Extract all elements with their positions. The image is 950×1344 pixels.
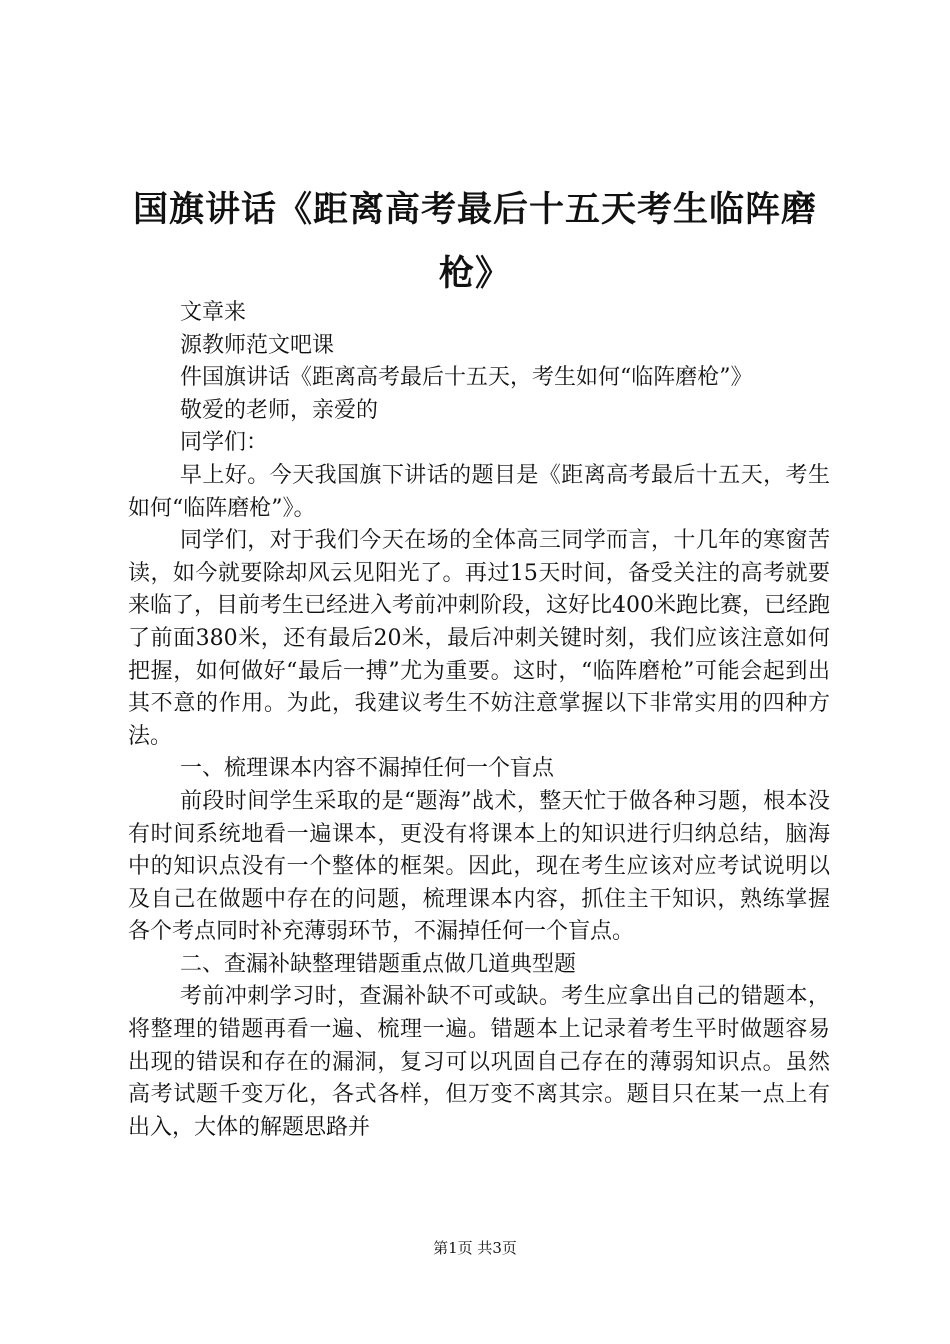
- section-heading-2: 二、查漏补缺整理错题重点做几道典型题: [180, 951, 577, 977]
- paragraph-section-1: 前段时间学生采取的是“题海”战术，整天忙于做各种习题，根本没有时间系统地看一遍课本，更没有将课本上的知识进行归纳总结，脑海中的知识点没有一个整体的框架。因此，现在考生应该对应考试说明以及自己在做题中存在的问题，梳理课本内容，抓住主干知识，熟练掌握各个考点同时补充薄弱环节，不漏掉任何一个盲点。: [128, 788, 830, 945]
- document-body: [128, 297, 830, 1144]
- section-heading-1: 一、梳理课本内容不漏掉任何一个盲点: [180, 756, 555, 782]
- paragraph-intro: 早上好。今天我国旗下讲话的题目是《距离高考最后十五天，考生如何“临阵磨枪”》。: [128, 462, 830, 521]
- paragraph-greeting-2: 同学们：: [180, 430, 269, 456]
- paragraph-courseware-title: 件国旗讲话《距离高考最后十五天，考生如何“临阵磨枪”》: [180, 365, 753, 391]
- page-footer: 第1页 共3页: [433, 1239, 517, 1257]
- document-title: 国旗讲话《距离高考最后十五天考生临阵磨枪》: [132, 190, 817, 294]
- paragraph-section-2: 考前冲刺学习时，查漏补缺不可或缺。考生应拿出自己的错题本，将整理的错题再看一遍、梳理一遍。错题本上记录着考生平时做题容易出现的错误和存在的漏洞，复习可以巩固自己存在的薄弱知识点。虽然高考试题千变万化，各式各样，但万变不离其宗。题目只在某一点上有出入，大体的解题思路并: [128, 984, 830, 1140]
- paragraph-greeting-1: 敬爱的老师，亲爱的: [180, 397, 379, 423]
- paragraph-source-2: 源教师范文吧课: [180, 332, 335, 358]
- paragraph-main: 同学们，对于我们今天在场的全体高三同学而言，十几年的寒窗苦读，如今就要除却风云见阳光了。再过15天时间，备受关注的高考就要来临了，目前考生已经进入考前冲刺阶段，这好比400米跑比赛，已经跑了前面380米，还有最后20米，最后冲刺关键时刻，我们应该注意如何把握，如何做好“最后一搏”尤为重要。这时，“临阵磨枪”可能会起到出其不意的作用。为此，我建议考生不妨注意掌握以下非常实用的四种方法。: [128, 528, 830, 749]
- paragraph-source-1: 文章来: [180, 300, 247, 325]
